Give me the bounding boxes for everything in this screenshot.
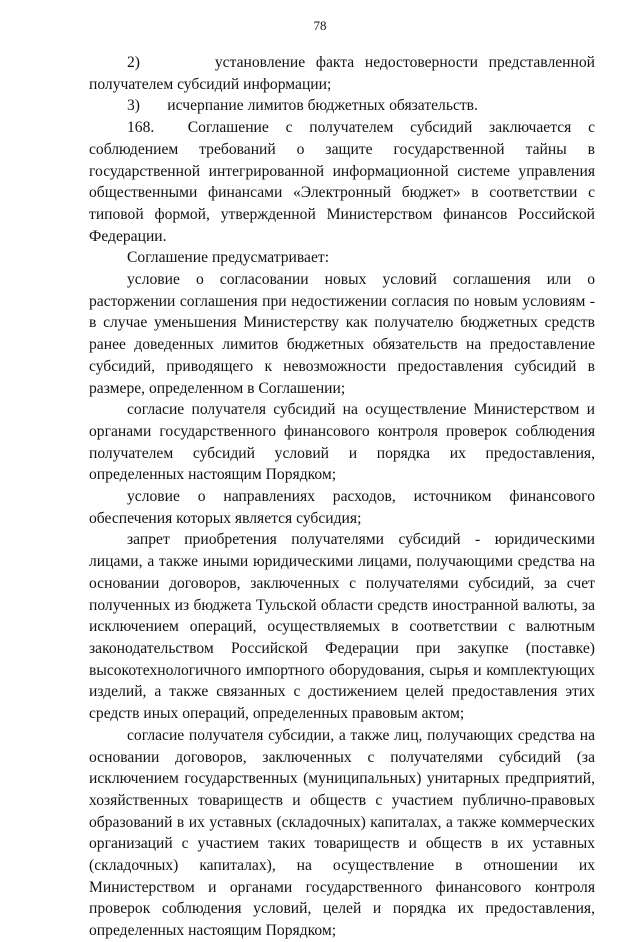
provision-expense-directions: условие о направлениях расходов, источником финансового обеспечения которых является субсидия; [89, 488, 595, 527]
clause-168: 168. Соглашение с получателем субсидий заключается с соблюдением требований о защите государственной тайны в государственной интегрированной информационной системе управления общественными финансами «Электронный бюджет» в соответствии с типовой формой, утвержденной Министерством финансов Российской Федерации. [89, 119, 595, 245]
list-item-3: 3) исчерпание лимитов бюджетных обязательств. [127, 97, 478, 115]
provision-audit-consent: согласие получателя субсидий на осуществление Министерством и органами государственного финансового контроля проверок соблюдения получателем субсидий условий и порядка их предоставления, определенных настоящим Порядком; [89, 401, 595, 484]
provision-renegotiation: условие о согласовании новых условий соглашения или о расторжении соглашения при недостижении согласия по новым условиям - в случае уменьшения Министерству как получателю бюджетных средств ранее доведенных лимитов бюджетных обязательств на предоставление субсидий, приводящего к невозможности предоставления субсидий в размере, определенном в Соглашении; [89, 271, 595, 397]
document-body [89, 52, 595, 942]
page-number: 78 [313, 18, 327, 33]
provision-recipient-consent: согласие получателя субсидии, а также лиц, получающих средства на основании договоров, заключенных с получателями субсидий (за исключением государственных (муниципальных) унитарных предприятий, хозяйственных товариществ и обществ с участием публично-правовых образований в их уставных (складочных) капиталах, а также коммерческих организаций с участием таких товариществ и обществ в их уставных (складочных) капиталах), на осуществление в отношении их Министерством и органами государственного финансового контроля проверок соблюдения условий, целей и порядка их предоставления, определенных настоящим Порядком; [89, 726, 595, 940]
list-item-2: 2) установление факта недостоверности представленной получателем субсидий информации; [89, 54, 595, 93]
agreement-intro: Соглашение предусматривает: [127, 249, 330, 267]
provision-currency-ban: запрет приобретения получателями субсидий - юридическими лицами, а также иными юридическими лицами, получающими средства на основании договоров, заключенных с получателями субсидий, за счет полученных из бюджета Тульской области средств иностранной валюты, за исключением операций, осуществляемых в соответствии с валютным законодательством Российской Федерации при закупке (поставке) высокотехнологичного импортного оборудования, сырья и комплектующих изделий, а также связанных с достижением целей предоставления этих средств иных операций, определенных правовым актом; [89, 531, 595, 723]
